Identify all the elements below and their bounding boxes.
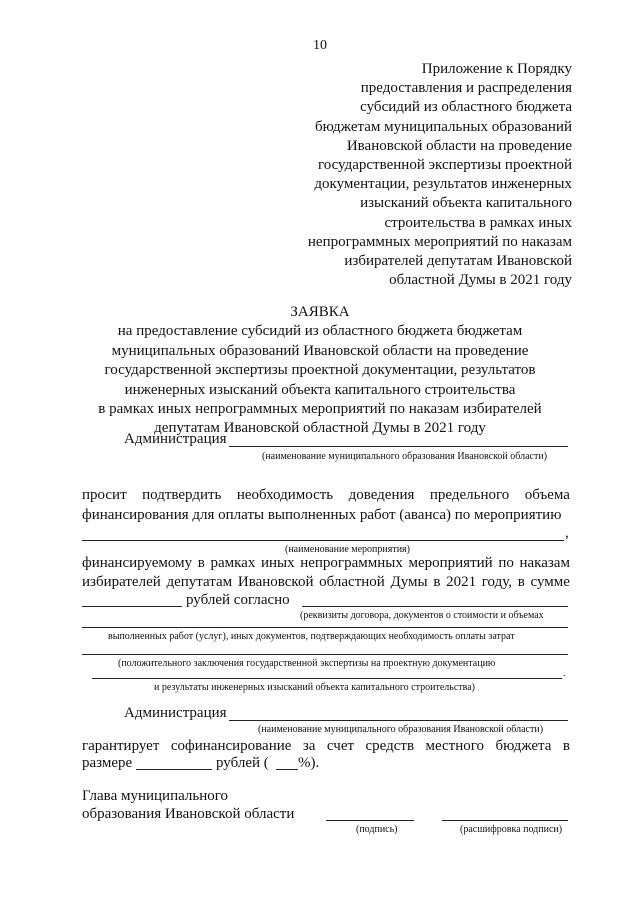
signature-field[interactable] — [326, 820, 414, 821]
hint-municipality: (наименование муниципального образования Ивановской области) — [262, 451, 548, 462]
appendix-line: изысканий объекта капитального — [360, 195, 572, 212]
document-title — [60, 303, 580, 439]
hint-event: (наименование мероприятия) — [285, 544, 410, 555]
hint-contract: (реквизиты договора, документов о стоимости и объемах — [300, 610, 544, 621]
title-line: муниципальных образований Ивановской области на проведение — [111, 342, 529, 359]
appendix-line: строительства в рамках иных — [384, 214, 572, 231]
works-field[interactable] — [82, 627, 568, 628]
event-name-field[interactable] — [82, 540, 564, 541]
appendix-line: бюджетам муниципальных образований — [314, 118, 572, 135]
title-line: инженерных изысканий объекта капитального строительства — [124, 381, 516, 398]
results-field[interactable] — [92, 678, 562, 679]
rubles-paren: рублей ( — [216, 755, 269, 771]
appendix-line: субсидий из областного бюджета — [360, 99, 572, 116]
body-line-guarantee: гарантирует софинансирование за счет средств местного бюджета в — [82, 738, 570, 754]
body-line-request: просит подтвердить необходимость доведения предельного объема — [82, 487, 570, 503]
comma: , — [565, 525, 569, 541]
title-heading: ЗАЯВКА — [290, 304, 350, 320]
period: . — [563, 668, 566, 679]
hint-decode: (расшифровка подписи) — [460, 824, 563, 835]
percent-close: %). — [298, 755, 320, 771]
hint-sign: (подпись) — [356, 824, 398, 835]
title-line: в рамках иных непрограммных мероприятий по наказам избирателей — [98, 401, 542, 418]
appendix-line: Приложение к Порядку — [421, 61, 572, 77]
body-line-financing: финансирования для оплаты выполненных работ (аванса) по мероприятию — [82, 507, 562, 523]
rubles-according-label: рублей согласно — [186, 592, 290, 608]
hint-results: и результаты инженерных изысканий объекта капитального строительства) — [154, 682, 475, 693]
hint-works: выполненных работ (услуг), иных документов, подтверждающих необходимость оплаты затрат — [108, 631, 515, 642]
appendix-line: документации, результатов инженерных — [314, 176, 572, 193]
title-line: государственной экспертизы проектной документации, результатов — [104, 362, 536, 379]
body-line-voters: избирателей депутатам Ивановской областной Думы в 2021 году, в сумме — [82, 574, 570, 590]
appendix-line: Ивановской области на проведение — [346, 137, 572, 154]
hint-municipality-2: (наименование муниципального образования Ивановской области) — [258, 724, 544, 735]
appendix-block — [270, 60, 572, 290]
body-line-financed: финансируемому в рамках иных непрограммных мероприятий по наказам — [82, 555, 570, 571]
title-line: депутатам Ивановской областной Думы в 2021 году — [154, 420, 486, 437]
contract-details-field[interactable] — [302, 606, 568, 607]
admin-label-2: Администрация — [124, 705, 227, 721]
cofinancing-amount-field[interactable] — [136, 769, 212, 770]
signature-title-line2: образования Ивановской области — [82, 806, 295, 822]
hint-conclusion: (положительного заключения государственной экспертизы на проектную документацию — [118, 658, 496, 669]
signature-decode-field[interactable] — [442, 820, 568, 821]
amount-field[interactable] — [82, 606, 182, 607]
page-number: 10 — [313, 38, 327, 53]
size-label: размере — [82, 755, 133, 771]
signature-title-line1: Глава муниципального — [82, 788, 229, 804]
municipality-name-field-2[interactable] — [229, 720, 568, 721]
appendix-line: непрограммных мероприятий по наказам — [307, 233, 572, 250]
appendix-line: государственной экспертизы проектной — [317, 157, 572, 174]
appendix-line: избирателей депутатам Ивановской — [344, 253, 572, 270]
percent-field[interactable] — [276, 769, 298, 770]
admin-label: Администрация — [124, 431, 227, 447]
conclusion-field[interactable] — [82, 654, 568, 655]
municipality-name-field[interactable] — [229, 446, 568, 447]
appendix-line: областной Думы в 2021 году — [389, 272, 572, 289]
appendix-line: предоставления и распределения — [360, 80, 572, 97]
title-line: на предоставление субсидий из областного бюджета бюджетам — [117, 323, 523, 340]
